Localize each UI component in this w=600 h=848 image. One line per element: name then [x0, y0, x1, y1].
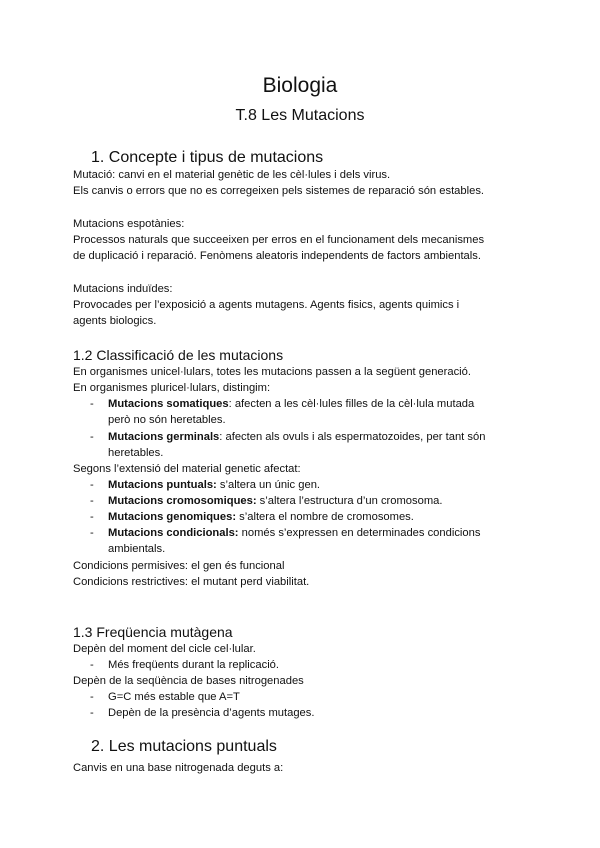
bullet-dash: - [90, 495, 94, 507]
paragraph-line: Mutació: canvi en el material genètic de les cèl·lules i dels virus. [73, 169, 391, 181]
bullet-dash: - [90, 398, 94, 410]
document-title: Biologia [262, 74, 338, 97]
paragraph-line: Condicions permisives: el gen és funcional [73, 560, 285, 572]
section-heading-frequency: 1.3 Freqüencia mutàgena [73, 624, 233, 640]
document-subtitle: T.8 Les Mutacions [235, 107, 365, 124]
bold-term: Mutacions germinals [108, 431, 220, 443]
bullet-dash: - [90, 527, 94, 539]
bullet-dash: - [90, 431, 94, 443]
bold-term: Mutacions cromosomiques: [108, 495, 257, 507]
bullet-dash: - [90, 479, 94, 491]
section-heading-concepts: 1. Concepte i tipus de mutacions [91, 149, 324, 166]
paragraph-line: Depèn del moment del cicle cel·lular. [73, 643, 256, 655]
spontaneous-label: Mutacions espotànies: [73, 218, 185, 230]
paragraph-line: En organismes pluricel·lulars, distingim: [73, 382, 271, 394]
bullet-dash: - [90, 511, 94, 523]
paragraph-line: En organismes unicel·lulars, totes les mutacions passen a la següent generació. [73, 366, 471, 378]
bullet-dash: - [90, 659, 94, 671]
paragraph-line: Processos naturals que succeeixen per erros en el funcionament dels mecanismes [73, 234, 485, 246]
paragraph-line: agents biologics. [73, 315, 157, 327]
bullet-dash: - [90, 691, 94, 703]
bold-term: Mutacions somatiques [108, 398, 229, 410]
paragraph-line: Condicions restrictives: el mutant perd viabilitat. [73, 576, 310, 588]
bullet-dash: - [90, 707, 94, 719]
bold-term: Mutacions genomiques: [108, 511, 237, 523]
paragraph-line: Provocades per l’exposició a agents mutagens. Agents fisics, agents quimics i [73, 299, 460, 311]
section-heading-point-mutations: 2. Les mutacions puntuals [91, 738, 277, 755]
bold-term: Mutacions condicionals: [108, 527, 239, 539]
paragraph-line: Els canvis o errors que no es corregeixen pels sistemes de reparació són estables. [73, 185, 485, 197]
extent-label: Segons l’extensió del material genetic afectat: [73, 463, 301, 475]
section-heading-classification: 1.2 Classificació de les mutacions [73, 347, 284, 363]
bold-term: Mutacions puntuals: [108, 479, 217, 491]
paragraph-line: Canvis en una base nitrogenada deguts a: [73, 762, 284, 774]
induced-label: Mutacions induïdes: [73, 283, 173, 295]
paragraph-line: de duplicació i reparació. Fenòmens aleatoris independents de factors ambientals. [73, 250, 481, 262]
paragraph-line: Depèn de la seqüència de bases nitrogenades [73, 675, 304, 687]
